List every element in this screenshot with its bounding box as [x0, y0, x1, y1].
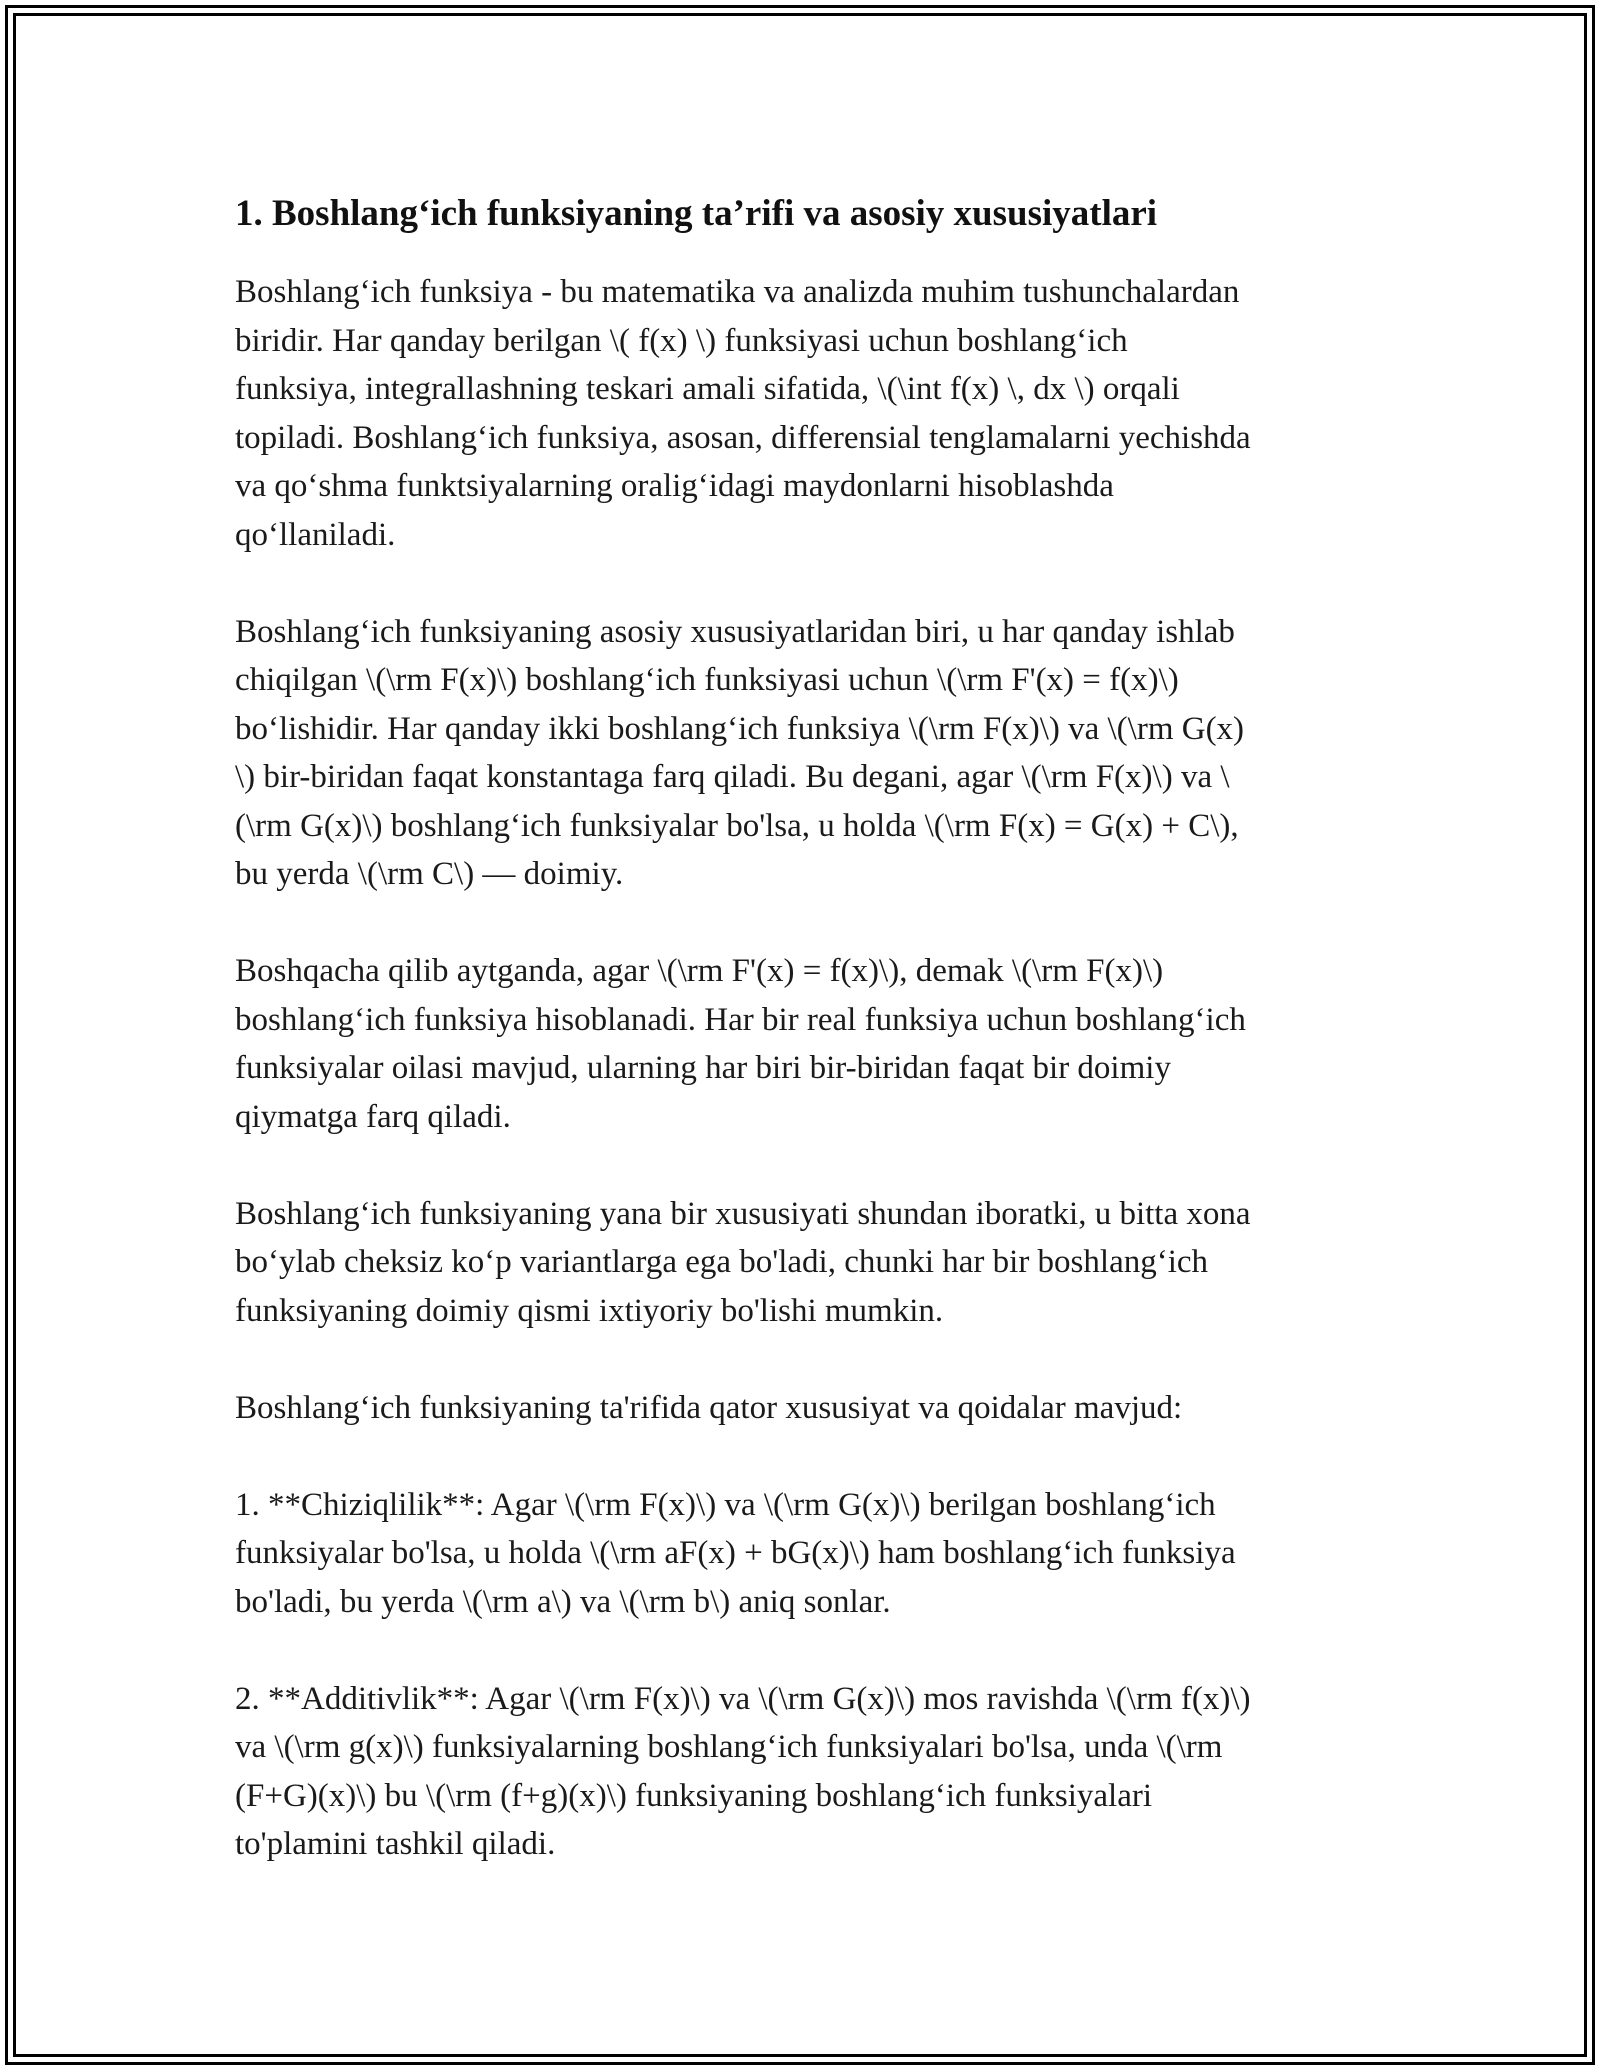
paragraph-spacer: [235, 1432, 1375, 1481]
paragraph-restatement: Boshqacha qilib aytganda, agar \(\rm F'(x) = f(x)\), demak \(\rm F(x)\) boshlang‘ich funksiya hisoblanadi. Har bir real funksiya uchun boshlang‘ich funksiyalar oilasi mavjud, ularning har biri bir-biridan faqat bir doimiy qiymatga farq qiladi.: [235, 953, 1246, 1135]
paragraph-constant-part: Boshlang‘ich funksiyaning yana bir xususiyati shundan iboratki, u bitta xona bo‘ylab cheksiz ko‘p variantlarga ega bo'ladi, chunki har bir boshlang‘ich funksiyaning doimiy qismi ixtiyoriy bo'lishi mumkin.: [235, 1195, 1251, 1329]
paragraph-main-property: Boshlang‘ich funksiyaning asosiy xususiyatlaridan biri, u har qanday ishlab chiqilgan \(\rm F(x)\) boshlang‘ich funksiyasi uchun \(\rm F'(x) = f(x)\) bo‘lishidir. Har qanday ikki boshlang‘ich funksiya \(\rm F(x)\) va \(\rm G(x) \) bir-biridan faqat konstantaga farq qiladi. Bu degani, agar \(\rm F(x)\) va \ (\rm G(x)\) boshlang‘ich funksiyalar bo'lsa, u holda \(\rm F(x) = G(x) + C\), bu yerda \(\rm C\) — doimiy.: [235, 613, 1245, 892]
paragraph-spacer: [235, 1626, 1375, 1675]
list-item-additivity: 2. **Additivlik**: Agar \(\rm F(x)\) va \(\rm G(x)\) mos ravishda \(\rm f(x)\) va \(\rm g(x)\) funksiyalarning boshlang‘ich funksiyalari bo'lsa, unda \(\rm (F+G)(x)\) bu \(\rm (f+g)(x)\) funksiyaning boshlang‘ich funksiyalari to'plamini tashkil qiladi.: [235, 1680, 1251, 1862]
document-body: [235, 186, 1375, 1869]
paragraph-rules-intro: Boshlang‘ich funksiyaning ta'rifida qator xususiyat va qoidalar mavjud:: [235, 1389, 1183, 1426]
list-item-linearity: 1. **Chiziqlilik**: Agar \(\rm F(x)\) va \(\rm G(x)\) berilgan boshlang‘ich funksiyalar bo'lsa, u holda \(\rm aF(x) + bG(x)\) ham boshlang‘ich funksiya bo'ladi, bu yerda \(\rm a\) va \(\rm b\) aniq sonlar.: [235, 1486, 1236, 1620]
paragraph-definition: Boshlang‘ich funksiya - bu matematika va analizda muhim tushunchalardan biridir. Har qanday berilgan \( f(x) \) funksiyasi uchun boshlang‘ich funksiya, integrallashning teskari amali sifatida, \(\int f(x) \, dx \) orqali topiladi. Boshlang‘ich funksiya, asosan, differensial tenglamalarni yechishda va qo‘shma funktsiyalarning oralig‘idagi maydonlarni hisoblashda qo‘llaniladi.: [235, 274, 1251, 553]
paragraph-spacer: [235, 559, 1375, 608]
paragraph-spacer: [235, 899, 1375, 948]
page-title: 1. Boshlang‘ich funksiyaning ta’rifi va asosiy xususiyatlari: [235, 193, 1158, 234]
paragraph-spacer: [235, 1141, 1375, 1190]
paragraph-spacer: [235, 1335, 1375, 1384]
